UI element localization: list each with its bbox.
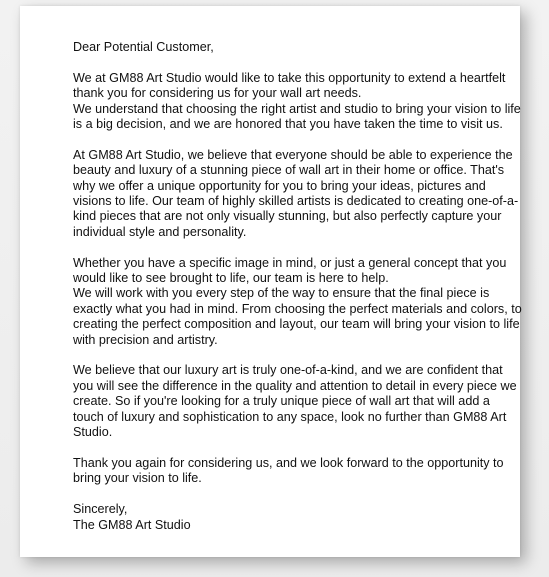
letter-closing bbox=[73, 502, 523, 533]
letter-salutation: Dear Potential Customer, bbox=[73, 40, 214, 54]
letter-paragraph-2: At GM88 Art Studio, we believe that everyone should be able to experience the beauty and luxury of a stunning piece of wall art in their home or office. That's why we offer a unique opportunity for you to bring your ideas, pictures and visions to life. Our team of highly skilled artists is dedicated to creating one-of-a-kind pieces that are not only visually stunning, but also perfectly capture your individual style and personality. bbox=[73, 147, 519, 239]
letter-paragraph-3: Whether you have a specific image in mind, or just a general concept that you would like to see brought to life, our team is here to help. We will work with you every step of the way to ensure that the final piece is exactly what you had in mind. From choosing the perfect materials and colors, to creating the perfect composition and layout, our team will bring your vision to life with precision and artistry. bbox=[73, 255, 522, 347]
letter-body bbox=[73, 40, 523, 533]
letter-paragraph-1: We at GM88 Art Studio would like to take this opportunity to extend a heartfelt thank you for considering us for your wall art needs. We understand that choosing the right artist and studio to bring your vision to life is a big decision, and we are honored that you have taken the time to visit us. bbox=[73, 70, 521, 132]
letter-paragraph-5: Thank you again for considering us, and we look forward to the opportunity to bring your vision to life. bbox=[73, 455, 504, 486]
letter-signature: The GM88 Art Studio bbox=[73, 517, 191, 532]
letter-paper bbox=[20, 6, 520, 557]
letter-closing-word: Sincerely, bbox=[73, 502, 128, 517]
letter-paragraph-4: We believe that our luxury art is truly one-of-a-kind, and we are confident that you will see the difference in the quality and attention to detail in every piece we create. So if you're looking for a truly unique piece of wall art that will add a touch of luxury and sophistication to any space, look no further than GM88 Art Studio. bbox=[73, 363, 517, 440]
